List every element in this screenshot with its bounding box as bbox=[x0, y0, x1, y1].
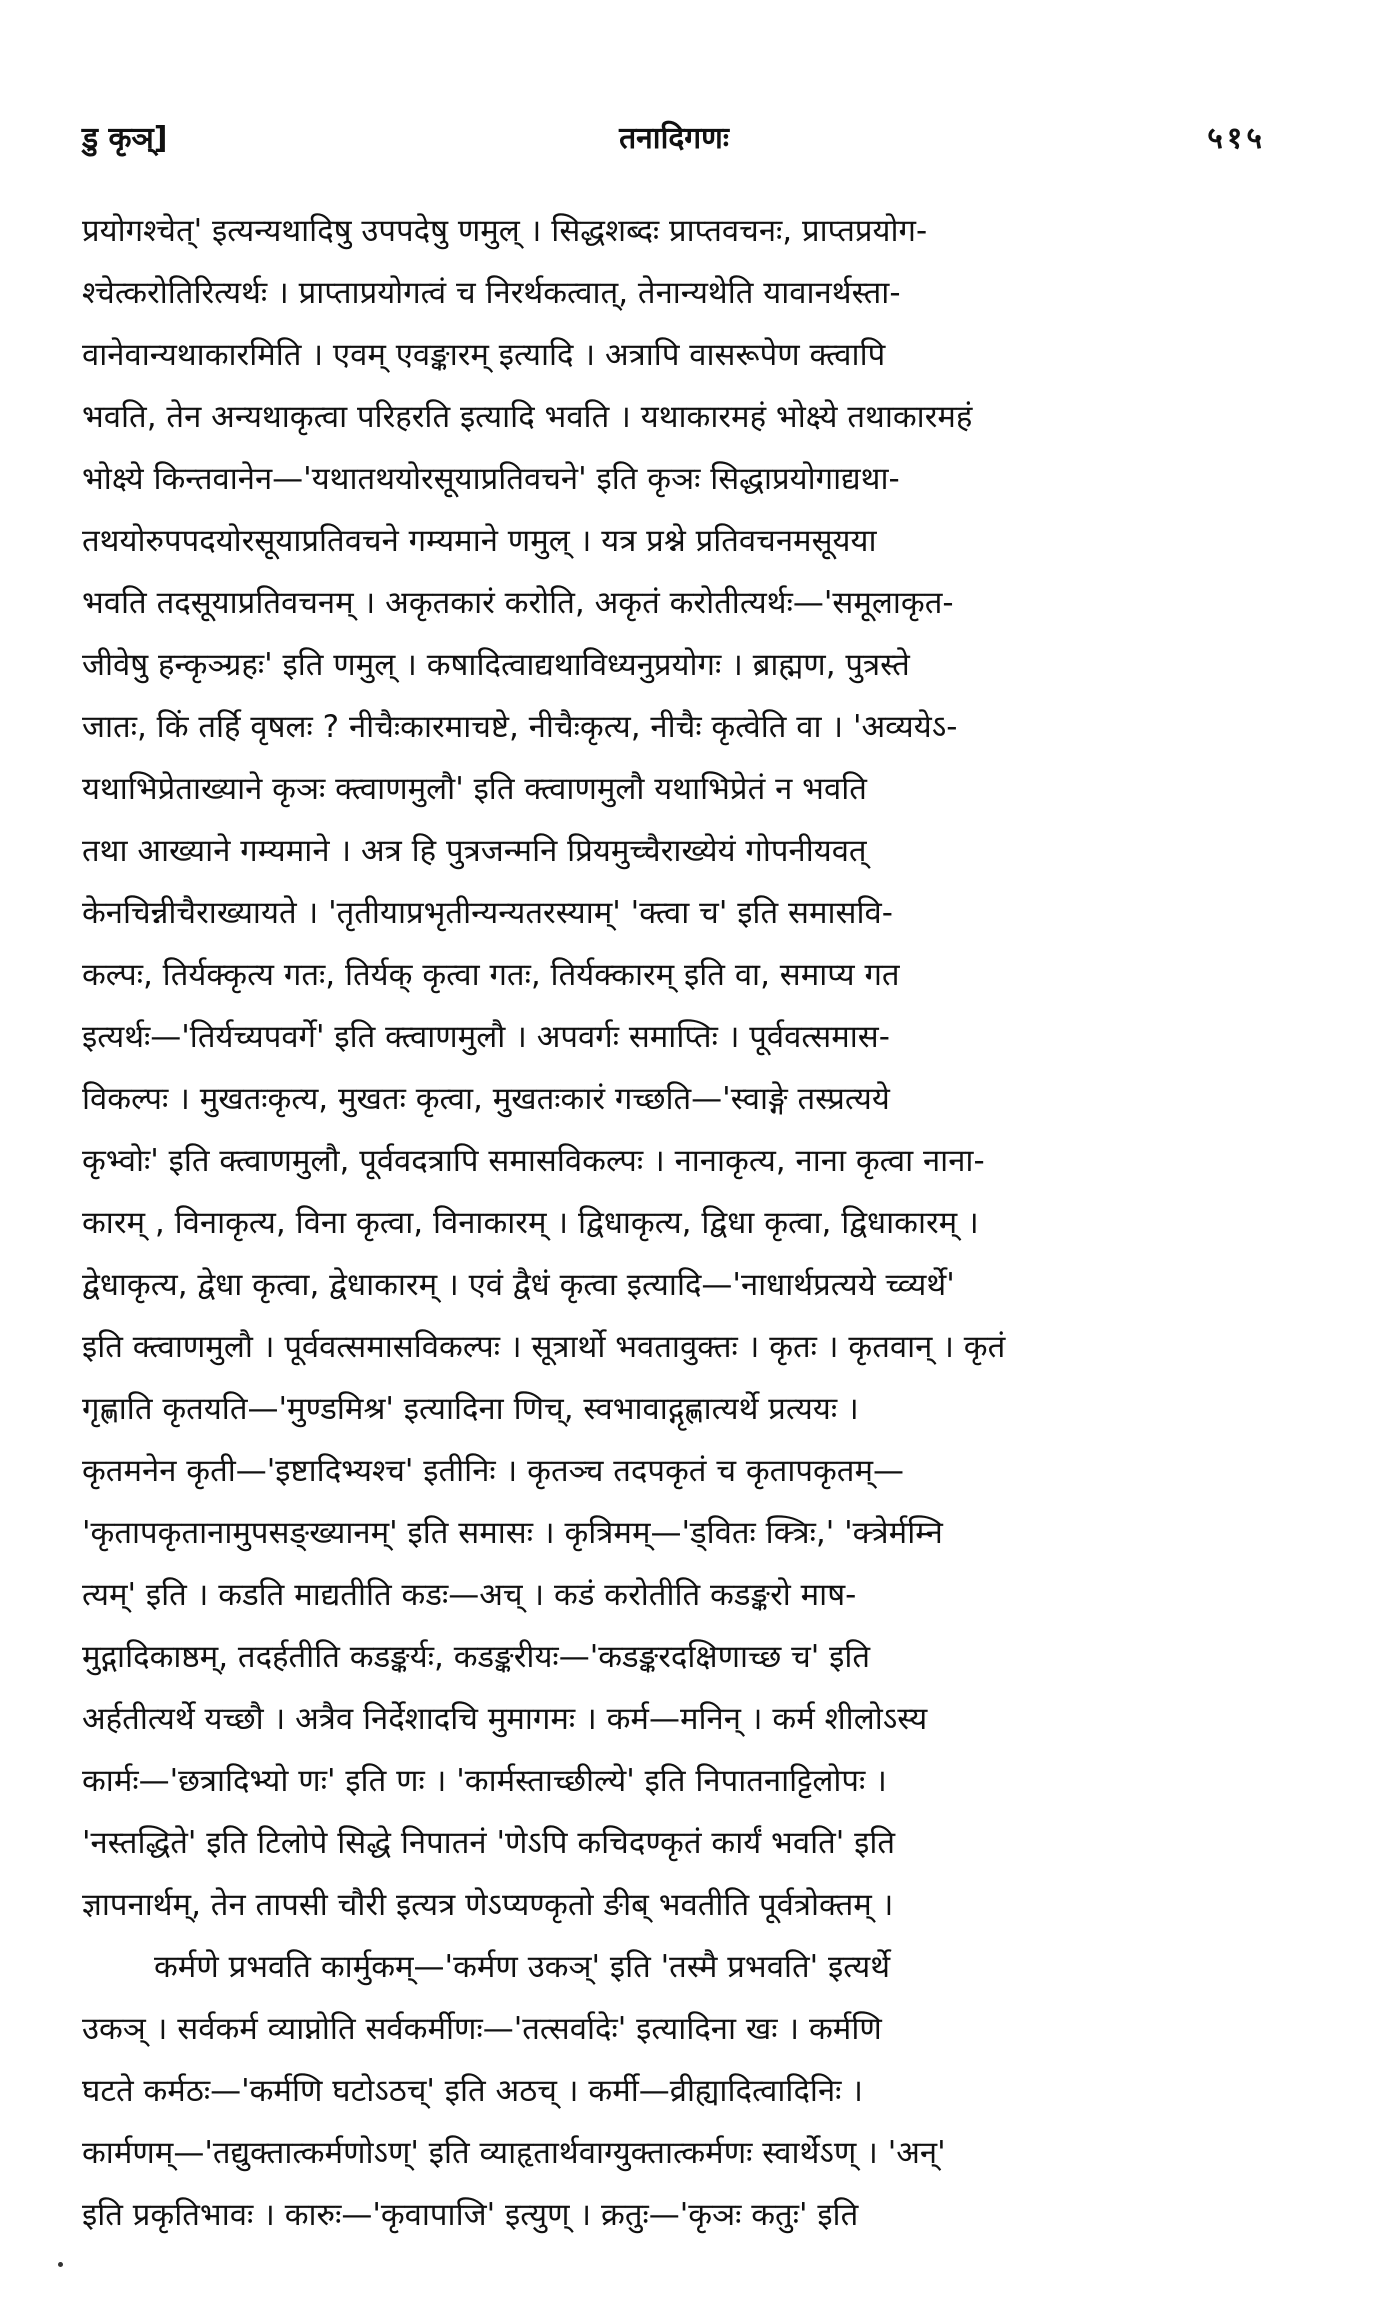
text-line: कार्मणम्—'तद्युक्तात्कर्मणोऽण्' इति व्याहृतार्थवाग्युक्तात्कर्मणः स्वार्थेऽण् । 'अन्' bbox=[82, 2135, 946, 2171]
body-text bbox=[82, 200, 1262, 2246]
text-line: घटते कर्मठः—'कर्मणि घटोऽठच्' इति अठच् । कर्मी—व्रीह्यादित्वादिनिः । bbox=[82, 2073, 864, 2109]
text-line: 'कृतापकृतानामुपसङ्ख्यानम्' इति समासः । कृत्रिमम्—'ड्वितः क्त्रिः,' 'क्त्रेर्मम्नि bbox=[82, 1515, 943, 1551]
text-line: कल्पः, तिर्यक्कृत्य गतः, तिर्यक् कृत्वा गतः, तिर्यक्कारम् इति वा, समाप्य गत bbox=[82, 957, 900, 993]
text-line: तथा आख्याने गम्यमाने । अत्र हि पुत्रजन्मनि प्रियमुच्चैराख्येयं गोपनीयवत् bbox=[82, 833, 867, 869]
text-line: भवति, तेन अन्यथाकृत्वा परिहरति इत्यादि भवति । यथाकारमहं भोक्ष्ये तथाकारमहं bbox=[82, 399, 973, 435]
header-root-label: डु कृञ्] bbox=[82, 121, 168, 156]
text-line: द्वेधाकृत्य, द्वेधा कृत्वा, द्वेधाकारम् । एवं द्वैधं कृत्वा इत्यादि—'नाधार्थप्रत्यये च्व्यर्थे' bbox=[82, 1267, 955, 1303]
text-line: कार्मः—'छत्रादिभ्यो णः' इति णः । 'कार्मस्ताच्छील्ये' इति निपातनाट्टिलोपः । bbox=[82, 1763, 887, 1799]
text-line: ज्ञापनार्थम्, तेन तापसी चौरी इत्यत्र णेऽप्यण्कृतो ङीब् भवतीति पूर्वत्रोक्तम् । bbox=[82, 1887, 894, 1923]
text-line: इति प्रकृतिभावः । कारुः—'कृवापाजि' इत्युण् । क्रतुः—'कृञः कतुः' इति bbox=[82, 2197, 859, 2233]
text-line: वानेवान्यथाकारमिति । एवम् एवङ्कारम् इत्यादि । अत्रापि वासरूपेण क्त्वापि bbox=[82, 337, 886, 373]
text-line: श्चेत्करोतिरित्यर्थः । प्राप्ताप्रयोगत्वं च निरर्थकत्वात्, तेनान्यथेति यावानर्थस्ता- bbox=[82, 275, 901, 311]
page-header bbox=[82, 108, 1266, 168]
text-line: भोक्ष्ये किन्तवानेन—'यथातथयोरसूयाप्रतिवचने' इति कृञः सिद्धाप्रयोगाद्यथा- bbox=[82, 461, 900, 497]
margin-speck bbox=[58, 2262, 63, 2267]
text-line: प्रयोगश्चेत्' इत्यन्यथादिषु उपपदेषु णमुल् । सिद्धशब्दः प्राप्तवचनः, प्राप्तप्रयोग- bbox=[82, 213, 928, 249]
text-line: इति क्त्वाणमुलौ । पूर्ववत्समासविकल्पः । सूत्रार्थो भवतावुक्तः । कृतः । कृतवान् । कृतं bbox=[82, 1329, 1006, 1365]
text-line: केनचिन्नीचैराख्यायते । 'तृतीयाप्रभृतीन्यन्यतरस्याम्' 'क्त्वा च' इति समासवि- bbox=[82, 895, 893, 931]
header-chapter-title: तनादिगणः bbox=[619, 121, 729, 156]
text-line: कृभ्वोः' इति क्त्वाणमुलौ, पूर्ववदत्रापि समासविकल्पः । नानाकृत्य, नाना कृत्वा नाना- bbox=[82, 1143, 985, 1179]
text-line: इत्यर्थः—'तिर्यच्यपवर्गे' इति क्त्वाणमुलौ । अपवर्गः समाप्तिः । पूर्ववत्समास- bbox=[82, 1019, 890, 1055]
text-line: उकञ् । सर्वकर्म व्याप्नोति सर्वकर्मीणः—'तत्सर्वादेः' इत्यादिना खः । कर्मणि bbox=[82, 2011, 882, 2047]
text-line: गृह्णाति कृतयति—'मुण्डमिश्र' इत्यादिना णिच्, स्वभावाद्गृह्णात्यर्थे प्रत्ययः । bbox=[82, 1391, 859, 1427]
text-line: कारम् , विनाकृत्य, विना कृत्वा, विनाकारम् । द्विधाकृत्य, द्विधा कृत्वा, द्विधाकारम् । bbox=[82, 1205, 979, 1241]
text-line: जीवेषु हन्कृञ्ग्रहः' इति णमुल् । कषादित्वाद्यथाविध्यनुप्रयोगः । ब्राह्मण, पुत्रस्ते bbox=[82, 647, 910, 683]
header-page-number: ५१५ bbox=[1207, 121, 1266, 156]
text-line: यथाभिप्रेताख्याने कृञः क्त्वाणमुलौ' इति क्त्वाणमुलौ यथाभिप्रेतं न भवति bbox=[82, 771, 867, 807]
text-line: त्यम्' इति । कडति माद्यतीति कडः—अच् । कडं करोतीति कडङ्करो माष- bbox=[82, 1577, 857, 1613]
text-line: भवति तदसूयाप्रतिवचनम् । अकृतकारं करोति, अकृतं करोतीत्यर्थः—'समूलाकृत- bbox=[82, 585, 954, 621]
paragraph-first-line: कर्मणे प्रभवति कार्मुकम्—'कर्मण उकञ्' इति 'तस्मै प्रभवति' इत्यर्थे bbox=[154, 1949, 891, 1985]
text-line: विकल्पः । मुखतःकृत्य, मुखतः कृत्वा, मुखतःकारं गच्छति—'स्वाङ्गे तस्प्रत्यये bbox=[82, 1081, 890, 1117]
text-line: तथयोरुपपदयोरसूयाप्रतिवचने गम्यमाने णमुल् । यत्र प्रश्ने प्रतिवचनमसूयया bbox=[82, 523, 877, 559]
text-line: अर्हतीत्यर्थे यच्छौ । अत्रैव निर्देशादचि मुमागमः । कर्म—मनिन् । कर्म शीलोऽस्य bbox=[82, 1701, 928, 1737]
text-line: कृतमनेन कृती—'इष्टादिभ्यश्च' इतीनिः । कृतञ्च तदपकृतं च कृतापकृतम्— bbox=[82, 1453, 904, 1489]
text-line: 'नस्तद्धिते' इति टिलोपे सिद्धे निपातनं 'णेऽपि कचिदण्कृतं कार्यं भवति' इति bbox=[82, 1825, 896, 1861]
text-line: जातः, किं तर्हि वृषलः ? नीचैःकारमाचष्टे, नीचैःकृत्य, नीचैः कृत्वेति वा । 'अव्ययेऽ- bbox=[82, 709, 958, 745]
text-line: मुद्गादिकाष्ठम्, तदर्हतीति कडङ्कर्यः, कडङ्करीयः—'कडङ्करदक्षिणाच्छ च' इति bbox=[82, 1639, 871, 1675]
